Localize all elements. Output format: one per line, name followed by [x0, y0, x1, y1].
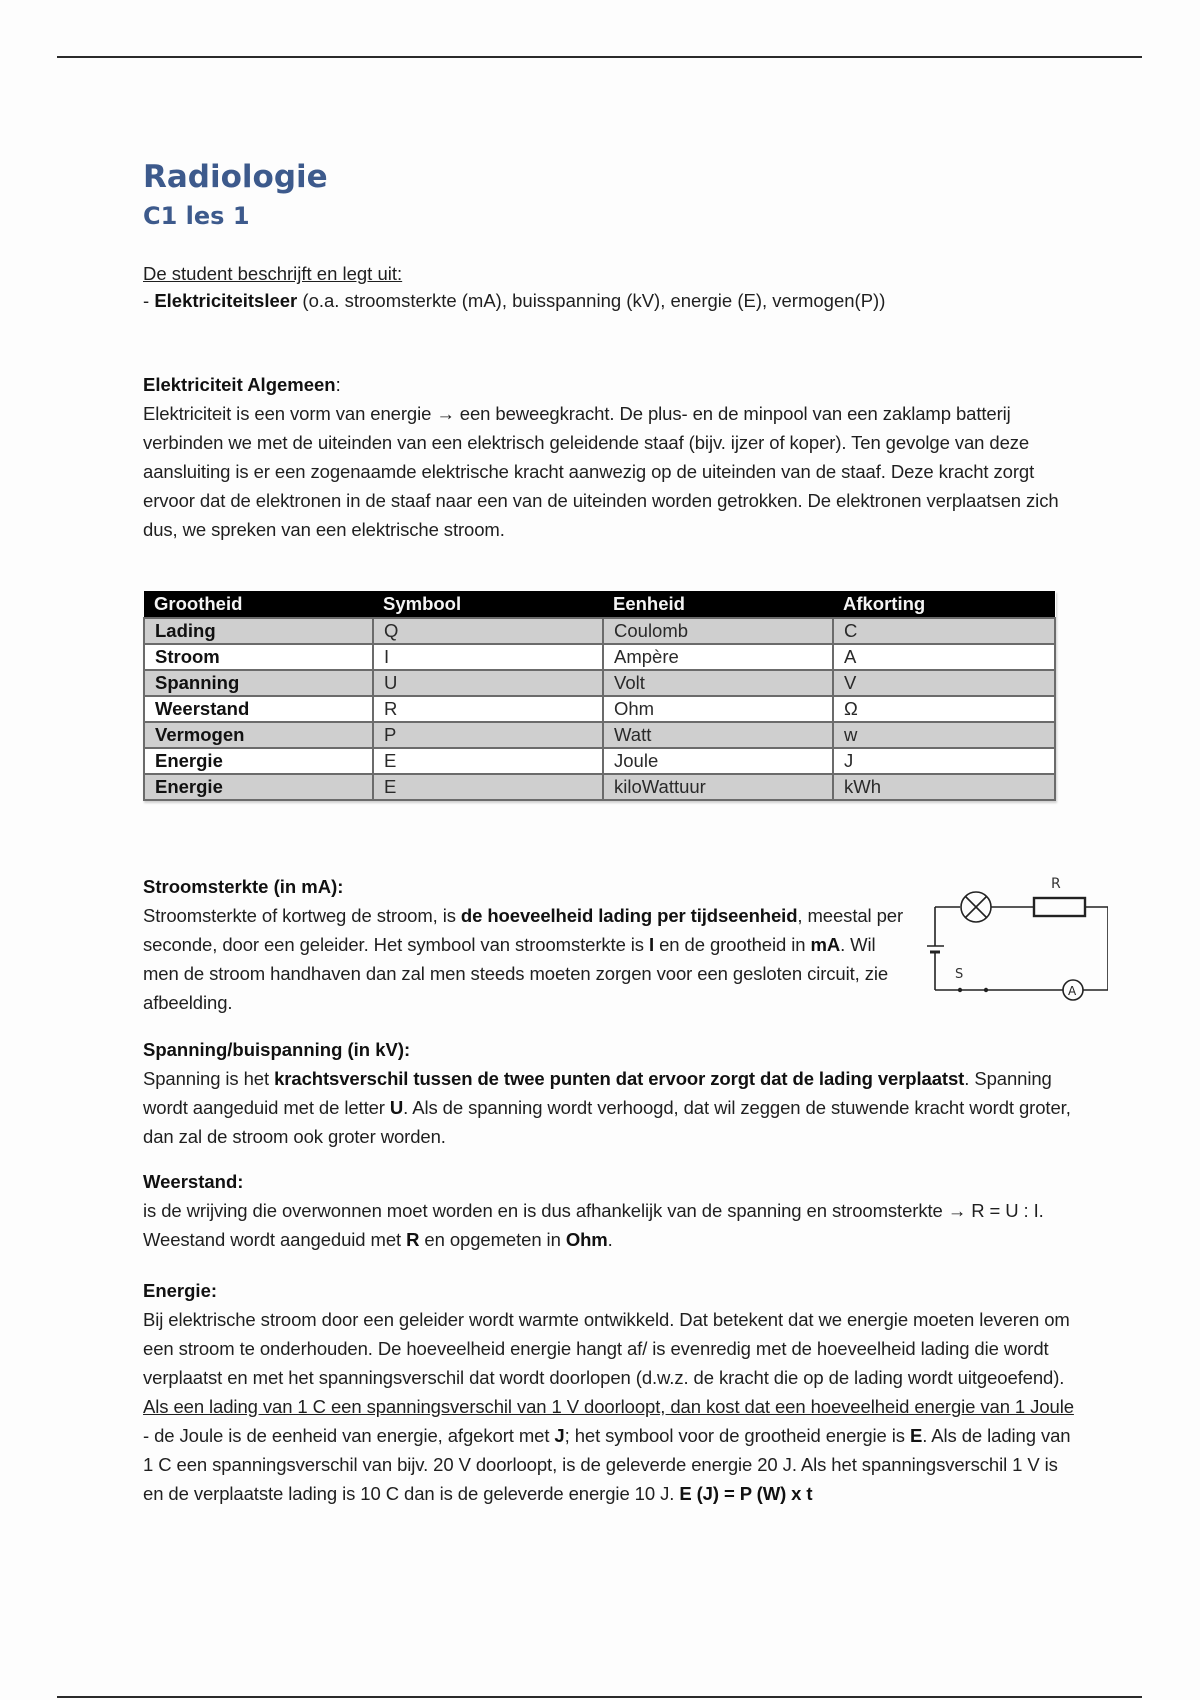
- cell-eenheid: Ampère: [603, 644, 833, 670]
- emphasis: Ohm: [565, 1229, 608, 1250]
- cell-grootheid: Energie: [144, 748, 373, 774]
- section-heading: Weerstand:: [143, 1171, 244, 1192]
- cell-eenheid: Coulomb: [603, 618, 833, 644]
- cell-afkorting: V: [833, 670, 1055, 696]
- cell-eenheid: Ohm: [603, 696, 833, 722]
- cell-afkorting: kWh: [833, 774, 1055, 800]
- text-run: en opgemeten in: [419, 1229, 566, 1250]
- table-row: [144, 722, 1055, 748]
- emphasis: de hoeveelheid lading per tijdseenheid: [460, 905, 798, 926]
- text-run: . Wil men de stroom handhaven dan zal men steeds moeten zorgen voor een gesloten circuit, zie afbeelding.: [143, 934, 889, 1013]
- section-body: [143, 901, 913, 1017]
- text-run: is de wrijving die overwonnen moet worden en is dus afhankelijk van de spanning en stroomsterkte → R = U : I. Weestand wordt aangeduid met: [143, 1200, 1044, 1250]
- document-header: [143, 160, 1073, 314]
- section-elektriciteit-algemeen: [143, 371, 1063, 544]
- cell-eenheid: Joule: [603, 748, 833, 774]
- section-spanning: [143, 1036, 1083, 1151]
- cell-afkorting: w: [833, 722, 1055, 748]
- section-body: [143, 1305, 1083, 1508]
- bullet-prefix: -: [143, 290, 155, 312]
- text-run: .: [607, 1229, 613, 1250]
- table-header-row: [144, 591, 1055, 618]
- section-heading: Energie:: [143, 1280, 218, 1301]
- section-heading: Stroomsterkte (in mA):: [143, 876, 344, 897]
- text-run: . Als de lading van 1 C een spanningsverschil van bijv. 20 V doorloopt, is de geleverde energie 20 J. Als het spanningsverschil 1 V is en de verplaatste lading is 10 C dan is de geleverde energie 10 J.: [143, 1425, 1071, 1504]
- emphasis: E: [909, 1425, 923, 1446]
- text-run: . Spanning wordt aangeduid met de letter: [143, 1068, 1052, 1118]
- column-header: Eenheid: [603, 591, 833, 618]
- learning-goal-topic: Elektriciteitsleer: [154, 290, 298, 312]
- emphasis: R: [406, 1229, 420, 1250]
- quantities-table: [143, 591, 1056, 801]
- column-header: Grootheid: [144, 591, 373, 618]
- column-header: Afkorting: [833, 591, 1055, 618]
- table-row: [144, 644, 1055, 670]
- energy-formula: E (J) = P (W) x t: [679, 1483, 813, 1504]
- table-row: [144, 748, 1055, 774]
- emphasis: J: [554, 1425, 565, 1446]
- emphasis: U: [389, 1097, 404, 1118]
- cell-symbool: P: [373, 722, 603, 748]
- table-row: [144, 696, 1055, 722]
- resistor-icon: [1034, 898, 1085, 916]
- cell-symbool: I: [373, 644, 603, 670]
- section-energie: [143, 1277, 1083, 1508]
- learning-goal-detail: (o.a. stroomsterkte (mA), buisspanning (kV), energie (E), vermogen(P)): [297, 290, 886, 312]
- cell-eenheid: kiloWattuur: [603, 774, 833, 800]
- section-body: [143, 1196, 1083, 1254]
- text-run: en de grootheid in: [654, 934, 811, 955]
- page-title: Radiologie: [143, 159, 328, 195]
- learning-goal-lead: De student beschrijft en legt uit:: [143, 263, 403, 285]
- cell-afkorting: C: [833, 618, 1055, 644]
- underlined-definition: Als een lading van 1 C een spanningsverschil van 1 V doorloopt, dan kost dat een hoeveelheid energie van 1 Joule: [143, 1396, 1074, 1417]
- learning-goal: [143, 260, 1073, 314]
- cell-eenheid: Volt: [603, 670, 833, 696]
- resistor-label: R: [1051, 876, 1061, 892]
- cell-grootheid: Weerstand: [144, 696, 373, 722]
- ammeter-label: A: [1068, 984, 1077, 998]
- cell-symbool: E: [373, 774, 603, 800]
- text-run: Stroomsterkte of kortweg de stroom, is: [143, 905, 461, 926]
- cell-grootheid: Lading: [144, 618, 373, 644]
- text-run: , meestal per seconde, door een geleider. Het symbool van stroomsterkte is: [143, 905, 904, 955]
- section-body: Elektriciteit is een vorm van energie → een beweegkracht. De plus- en de minpool van een zaklamp batterij verbinden we met de uiteinden van een elektrisch geleidende staaf (bijv. ijzer of koper). Ten gevolge van deze aansluiting is er een zogenaamde elektrische kracht aanwezig op de uiteinden van de staaf. Deze kracht zorgt ervoor dat de elektronen in de staaf naar een van de uiteinden worden getrokken. De elektronen verplaatsen zich dus, we spreken van een elektrische stroom.: [143, 403, 1059, 540]
- emphasis: I: [649, 934, 655, 955]
- cell-afkorting: J: [833, 748, 1055, 774]
- cell-afkorting: Ω: [833, 696, 1055, 722]
- section-body: [143, 1064, 1083, 1151]
- text-run: ; het symbool voor de grootheid energie is: [564, 1425, 910, 1446]
- page-bottom-rule: [57, 1696, 1142, 1698]
- cell-grootheid: Spanning: [144, 670, 373, 696]
- cell-afkorting: A: [833, 644, 1055, 670]
- cell-grootheid: Energie: [144, 774, 373, 800]
- emphasis: krachtsverschil tussen de twee punten dat ervoor zorgt dat de lading verplaatst: [274, 1068, 965, 1089]
- heading-text: Elektriciteit Algemeen: [143, 374, 336, 395]
- cell-symbool: Q: [373, 618, 603, 644]
- section-weerstand: [143, 1168, 1083, 1254]
- emphasis: mA: [810, 934, 841, 955]
- learning-goal-item: [143, 287, 1073, 314]
- section-stroomsterkte: [143, 873, 913, 1017]
- table-row: [144, 618, 1055, 644]
- section-heading: [143, 371, 1063, 399]
- text-run: - de Joule is de eenheid van energie, afgekort met: [143, 1425, 555, 1446]
- cell-symbool: R: [373, 696, 603, 722]
- column-header: Symbool: [373, 591, 603, 618]
- heading-suffix: :: [335, 374, 341, 395]
- text-run: Bij elektrische stroom door een geleider wordt warmte ontwikkeld. Dat betekent dat we energie moeten leveren om een stroom te onderhouden. De hoeveelheid energie hangt af/ is evenredig met de hoeveelheid lading die wordt verplaatst en met het spanningsverschil dat wordt doorlopen (d.w.z. de kracht die op de lading wordt uitgeoefend).: [143, 1309, 1070, 1388]
- cell-symbool: U: [373, 670, 603, 696]
- cell-grootheid: Vermogen: [144, 722, 373, 748]
- section-heading: Spanning/buispanning (in kV):: [143, 1039, 411, 1060]
- table-row: [144, 774, 1055, 800]
- cell-grootheid: Stroom: [144, 644, 373, 670]
- switch-label: S: [955, 967, 964, 982]
- text-run: Spanning is het: [143, 1068, 275, 1089]
- cell-symbool: E: [373, 748, 603, 774]
- text-run: . Als de spanning wordt verhoogd, dat wil zeggen de stuwende kracht wordt groter, dan zal de stroom ook groter worden.: [143, 1097, 1071, 1147]
- page-subtitle: C1 les 1: [143, 201, 250, 230]
- cell-eenheid: Watt: [603, 722, 833, 748]
- circuit-diagram: [918, 872, 1108, 1007]
- page-top-rule: [57, 56, 1142, 58]
- table-row: [144, 670, 1055, 696]
